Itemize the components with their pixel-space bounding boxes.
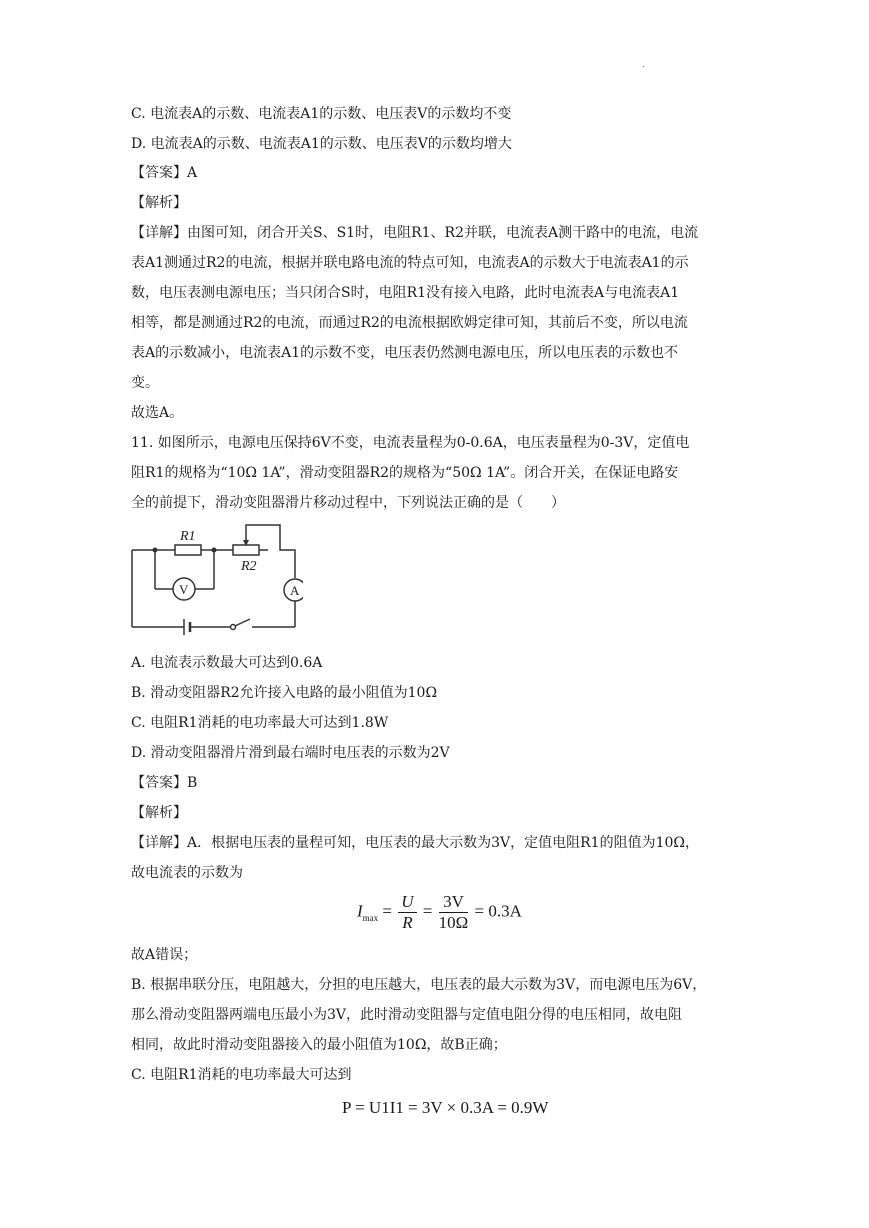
analysis-heading-10: 【解析】 — [131, 195, 187, 211]
circuit-diagram — [128, 520, 303, 640]
detail-11-line-1: 【详解】A．根据电压表的量程可知，电压表的最大示数为3V，定值电阻R1的阻值为10Ω， — [131, 835, 699, 851]
label-r2: R2 — [241, 559, 257, 574]
answer-10: 【答案】A — [131, 165, 198, 181]
label-voltmeter: V — [179, 582, 189, 597]
detail-line-4: 相等，都是测通过R2的电流，而通过R2的电流根据欧姆定律可知，其前后不变，所以电流 — [131, 315, 688, 331]
corner-mark: . — [642, 60, 645, 69]
question-11-line-3: 全的前提下，滑动变阻器滑片移动过程中，下列说法正确的是（ ） — [131, 495, 565, 511]
resistor-r1 — [175, 545, 201, 555]
label-ammeter: A — [290, 583, 300, 598]
analysis-heading-11: 【解析】 — [131, 805, 187, 821]
answer-11: 【答案】B — [131, 775, 198, 791]
conclusion-a: 故A错误； — [131, 947, 198, 963]
detail-line-5: 表A的示数减小，电流表A1的示数不变，电压表仍然测电源电压，所以电压表的示数也不 — [131, 345, 679, 361]
detail-line-2: 表A1测通过R2的电流，根据并联电路电流的特点可知，电流表A的示数大于电流表A1的示 — [131, 255, 689, 271]
choice-10: 故选A。 — [131, 405, 184, 421]
label-r1: R1 — [180, 529, 196, 544]
option-c: C. 电阻R1消耗的电功率最大可达到1.8W — [131, 715, 389, 731]
detail-c-line-1: C. 电阻R1消耗的电功率最大可达到 — [131, 1067, 352, 1083]
option-d-prev: D. 电流表A的示数、电流表A1的示数、电压表V的示数均增大 — [131, 136, 512, 152]
resistor-r2 — [233, 545, 259, 555]
option-a: A. 电流表示数最大可达到0.6A — [131, 655, 323, 671]
question-11-line-1: 11. 如图所示，电源电压保持6V不变，电流表量程为0-0.6A，电压表量程为0-3V，定值电 — [131, 435, 690, 451]
detail-line-6: 变。 — [131, 375, 159, 391]
detail-line-1: 【详解】由图可知，闭合开关S、S1时，电阻R1、R2并联，电流表A测干路中的电流，电流 — [131, 225, 699, 241]
option-d: D. 滑动变阻器滑片滑到最右端时电压表的示数为2V — [131, 745, 450, 761]
option-b: B. 滑动变阻器R2允许接入电路的最小阻值为10Ω — [131, 685, 438, 701]
detail-line-3: 数，电压表测电源电压；当只闭合S时，电阻R1没有接入电路，此时电流表A与电流表A1 — [131, 285, 680, 301]
detail-b-line-1: B. 根据串联分压，电阻越大，分担的电压越大，电压表的最大示数为3V，而电源电压为6V， — [131, 977, 707, 993]
equation-power: P = U1I1 = 3V × 0.3A = 0.9W — [342, 1098, 549, 1117]
question-11-line-2: 阻R1的规格为“10Ω 1A”，滑动变阻器R2的规格为“50Ω 1A”。闭合开关，在保证电路安 — [131, 465, 679, 481]
detail-11-line-2: 故电流表的示数为 — [131, 865, 243, 881]
equation-current-max: $I_{max}$ = $\frac{U}{R}$ = $\frac{3V}{10\Omega}$ = 0.3A — [357, 892, 522, 932]
detail-b-line-2: 那么滑动变阻器两端电压最小为3V，此时滑动变阻器与定值电阻分得的电压相同，故电阻 — [131, 1007, 683, 1023]
detail-b-line-3: 相同，故此时滑动变阻器接入的最小阻值为10Ω，故B正确； — [131, 1037, 507, 1053]
option-c-prev: C. 电流表A的示数、电流表A1的示数、电压表V的示数均不变 — [131, 106, 512, 122]
